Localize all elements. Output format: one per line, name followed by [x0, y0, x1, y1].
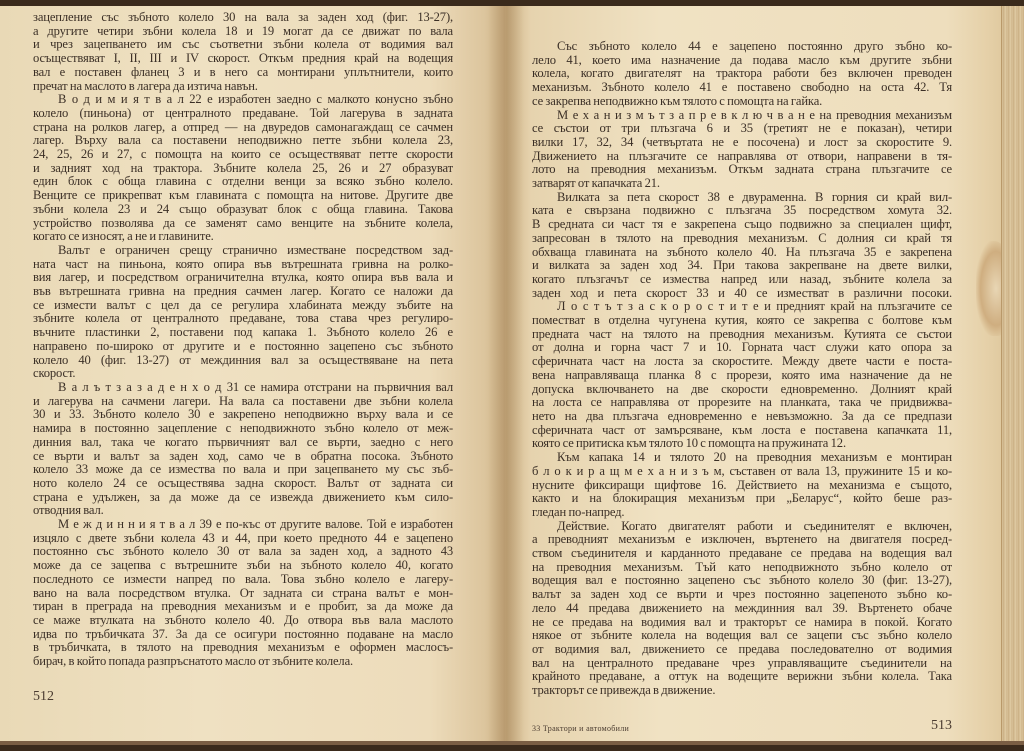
text-line: Движението на плъзгачите се направлява от отвори, направени в тя-: [532, 148, 952, 163]
text-line: във вътрешната гривна на предния сачмен лагер. Когато се наложи да: [33, 284, 453, 299]
text-line: и лагерува на сачмени лагери. На вала са поставени две зъбни колела: [33, 393, 453, 408]
text-line: не се предава на водимия вал и тракторът се намира в покой. Когато: [532, 614, 952, 629]
text-line: скорост.: [33, 366, 76, 381]
text-line: Със зъбното колело 44 е зацепено постоянно друго зъбно ко-: [557, 39, 952, 53]
text-line: механизъм. Зъбното колело 41 е поставено свободно на оста 42. Тя: [532, 80, 952, 95]
text-line: а другите четири зъбни колела 18 и 19 могат да се движат по вала: [33, 23, 453, 38]
text-line: сферичната част от замърсяване, към лоста е поставена капачката 11,: [532, 422, 952, 437]
text-line: се маже втулката на зъбното колело 40. До отвора във вала маслото: [33, 612, 453, 627]
text-line: лагер. Върху вала са поставени неподвижно петте зъбни колела 23,: [33, 133, 453, 148]
text-line: на лоста се направлява от прорезите на планката, така че придвижва-: [532, 395, 952, 410]
text-line: въчните пластинки 2, поставени под капака 1. Зъбното колело 26 е: [33, 325, 453, 340]
page-edge-stack: [1001, 6, 1024, 741]
printer-signature-mark: 33 Трактори и автомобили: [532, 723, 630, 733]
text-line: поместват в отделна чугунена кутия, която се закрепва с болтове към: [532, 313, 952, 328]
text-line: страна на ролков лагер, а отпред — на двуредов самонагаждащ се сачмен: [33, 119, 453, 134]
text-line: от водимия вал, движението се предава последователно от водимия: [532, 641, 952, 656]
text-line: в тръбичката, в тялото на преводния механизъм е оформен маслосъ-: [33, 640, 453, 655]
text-line: вал на централното предаване чрез управляващите съединители на: [532, 655, 952, 670]
left-page-body: [33, 11, 453, 669]
text-line: 24, 25, 26 и 27, с помощта на които се осъществяват петте скорости: [33, 147, 453, 162]
text-line: вена направляваща планка 8 с прорези, която има назначение да не: [532, 367, 952, 382]
text-line: ната част на пиньона, която опира във вътрешната гривна на ролко-: [33, 256, 453, 271]
text-line: някое от зъбните колела на водещия вал се зацепи със зъбно колело: [532, 628, 952, 643]
text-line: направено по-широко от другите и е постоянно зацепено със зъбното: [33, 338, 453, 353]
text-line: и чрез зацепването им със съответни зъбни колела от водимия вал: [33, 37, 453, 52]
text-line: колело (пиньона) от централното предаване. Той лагерува в задната: [33, 105, 453, 120]
text-line: запресован в тялото на преводния механизъм. С долния си край тя: [532, 230, 952, 245]
text-line: В о д и м и я т в а л 22 е изработен заедно с малкото конусно зъбно: [58, 92, 453, 107]
text-line: М е ж д и н н и я т в а л 39 е по-къс от другите валове. Той е изработен: [58, 517, 453, 532]
text-line: страна е удължен, за да може да се извежда движението към сило-: [33, 489, 453, 504]
text-line: водещия вал е постоянно зацепено със зъбното колело 30 (фиг. 13-27),: [532, 573, 952, 588]
text-line: валът за заден ход се върти и чрез постоянно зацепеното зъбно ко-: [532, 587, 952, 602]
text-line: Л о с т ъ т з а с к о р о с т и т е и предният край на плъзгачите се: [557, 299, 952, 314]
text-line: от долна и горна част 7 и 10. Горната част служи като опора за: [532, 340, 952, 355]
text-line: затварят от капачката 21.: [532, 176, 660, 191]
text-line: лело 44 предава движението на междинния вал 39. Въртенето обаче: [532, 600, 952, 615]
text-line: Вилката за пета скорост 38 е двураменна. В горния си край вил-: [557, 189, 952, 204]
text-line: колела, когато двигателят на трактора работи без включен преводен: [532, 66, 952, 81]
text-line: колело 33 може да се измества по вала и при зацепването му със зъб-: [33, 462, 453, 477]
text-line: Валът е ограничен срещу странично изместване посредством зад-: [58, 242, 453, 257]
book-spread: [0, 6, 1024, 741]
text-line: колело 40 (фиг. 13-27) от междинния вал за осъществяване на пета: [33, 352, 453, 367]
text-line: динния вал, така че когато първичният вал се върти, заедно с него: [33, 434, 453, 449]
text-line: предната част на тялото на преводния механизъм. Кутията се състои: [532, 326, 952, 341]
text-line: намира в постоянно зацепление с неподвижното зъбно колело от меж-: [33, 421, 453, 436]
text-line: заден ход и пета скорост 33 и 40 се изместват в различни посоки.: [532, 285, 952, 300]
text-line: пречат на маслото в лагера да изтича навън.: [33, 78, 258, 93]
text-line: която се притиска към тялото 10 с помощта на пружината 12.: [532, 436, 846, 451]
text-line: б л о к и р а щ м е х а н и з ъ м, съставен от вала 13, пружините 15 и ко-: [532, 463, 952, 478]
right-page: [505, 6, 1024, 741]
text-line: се върти и валът за заден ход, само че в обратна посока. Зъбното: [33, 448, 453, 463]
text-line: бирач, в който попада разпръснатото масло от зъбните колела.: [33, 654, 354, 669]
text-line: 30 и 33. Зъбното колело 30 е закрепено неподвижно върху вала и се: [33, 407, 453, 422]
text-line: гледан по-напред.: [532, 504, 625, 519]
text-line: крайното предаване, а оттук на водещите верижни зъбни колела. Така: [532, 669, 952, 684]
text-line: Венците се прикрепват към главината с помощта на нитове. Другите две: [33, 188, 453, 203]
text-line: вилки 17, 32, 34 (четвъртата не е посочена) и лост за скоростите 9.: [532, 134, 952, 149]
text-line: нето на два плъзгача едновременно е невъзможно. За да се предпази: [532, 408, 952, 423]
text-line: зъбните колела от централното предаване, това става чрез регулиро-: [33, 311, 453, 326]
text-line: устройство позволява да се заменят само венците на зъбните колела,: [33, 215, 453, 230]
text-line: изцяло с двете зъбни колела 43 и 44, при което предното 44 е зацепено: [33, 530, 453, 545]
text-line: ното колело 24 се осъществява задна скорост. Валът от задната си: [33, 475, 453, 490]
text-line: вия лагер, и посредством ограничителна втулка, която опира във вала и: [33, 270, 453, 285]
text-line: на преводния механизъм. Тъй като неподвижното зъбно колело от: [532, 559, 952, 574]
text-line: и вилката за заден ход 34. При такова закрепване на двете вилки,: [532, 258, 952, 273]
scan-bottom-edge: [0, 741, 1024, 745]
text-line: ством съединителя и карданното предаване се предава на водещия вал: [532, 546, 952, 561]
text-line: тиран в преграда на преводния механизъм и е пробит, за да може да: [33, 599, 453, 614]
right-page-footer: [532, 718, 952, 734]
text-line: лото на преводния механизъм. Откъм задната страна плъзгачите се: [532, 162, 952, 177]
text-line: зацепление със зъбното колело 30 на вала за заден ход (фиг. 13-27),: [33, 10, 453, 24]
left-page-footer: [33, 689, 453, 705]
text-line: един блок с обща главина с отделни венци за всяко зъбно колело.: [33, 174, 453, 189]
text-line: тракторът се привежда в движение.: [532, 683, 716, 698]
text-line: Към капака 14 и тялото 20 на преводния механизъм е монтиран: [557, 450, 952, 465]
text-line: идва по тръбичката 37. За да се осигури постоянно подаване на масло: [33, 626, 453, 641]
text-line: обхваща главината на зъбното колело 40. На плъзгача 35 е закрепена: [532, 244, 952, 259]
right-page-number: 513: [931, 717, 952, 733]
text-line: ката е свързана подвижно с плъзгача 35 посредством хомута 32.: [532, 203, 952, 218]
text-line: се закрепва неподвижно към тялото с помощта на гайка.: [532, 93, 823, 108]
text-line: се измести валът с цел да се регулира хлабината между зъбите на: [33, 297, 453, 312]
left-page-number: 512: [33, 688, 54, 704]
text-line: нусните фиксиращи щифтове 16. Действието на механизма е същото,: [532, 477, 952, 492]
text-line: лело 41, което има назначение да подава масло към другите зъбни: [532, 52, 952, 67]
text-line: може да се зацепва с вътрешните зъби на зъбното колело 40, когато: [33, 558, 453, 573]
text-line: и задният ход на трактора. Зъбните колела 25, 26 и 27 образуват: [33, 160, 453, 175]
text-line: вал е поставен фланец 3 и в него са монтирани уплътнители, които: [33, 64, 453, 79]
text-line: постоянно със зъбното колело 30 от вала за заден ход, а задното 43: [33, 544, 453, 559]
text-line: когато се износят, а не и главините.: [33, 229, 214, 244]
text-line: а преводният механизъм е изключен, въртенето на двигателя посред-: [532, 532, 952, 547]
text-line: Действие. Когато двигателят работи и съединителят е включен,: [557, 518, 952, 533]
text-line: В средната си част тя е закрепена също подвижно за специален щифт,: [532, 217, 952, 232]
text-line: допуска включването на две скорости едновременно. Долният край: [532, 381, 952, 396]
text-line: В а л ъ т з а з а д е н х о д 31 се намира отстрани на първичния вал: [58, 379, 453, 394]
left-page: [0, 6, 505, 741]
text-line: М е х а н и з м ъ т з а п р е в к л ю ч в а н е на преводния механизъм: [557, 107, 952, 122]
text-line: последното се измести напред по вала. Това зъбно колело е лагеру-: [33, 571, 453, 586]
text-line: осъществяват I, II, III и IV скорост. Откъм предния край на водещия: [33, 51, 453, 66]
text-line: сферичната част на лоста за скоростите. Между двете части е поста-: [532, 354, 952, 369]
right-page-body: [532, 40, 952, 698]
text-line: се състои от три плъзгача 6 и 35 (третият не е показан), четири: [532, 121, 952, 136]
text-line: вано на вала посредством втулка. От задната си страна валът е мон-: [33, 585, 453, 600]
text-line: отводния вал.: [33, 503, 104, 518]
text-line: както и на блокиращия механизъм при „Беларус“, който беше раз-: [532, 491, 952, 506]
text-line: зъбни колела 23 и 24 също образуват блок с обща главина. Такова: [33, 201, 453, 216]
text-line: когато плъзгачът се измества напред или назад, зъбните колела за: [532, 271, 952, 286]
